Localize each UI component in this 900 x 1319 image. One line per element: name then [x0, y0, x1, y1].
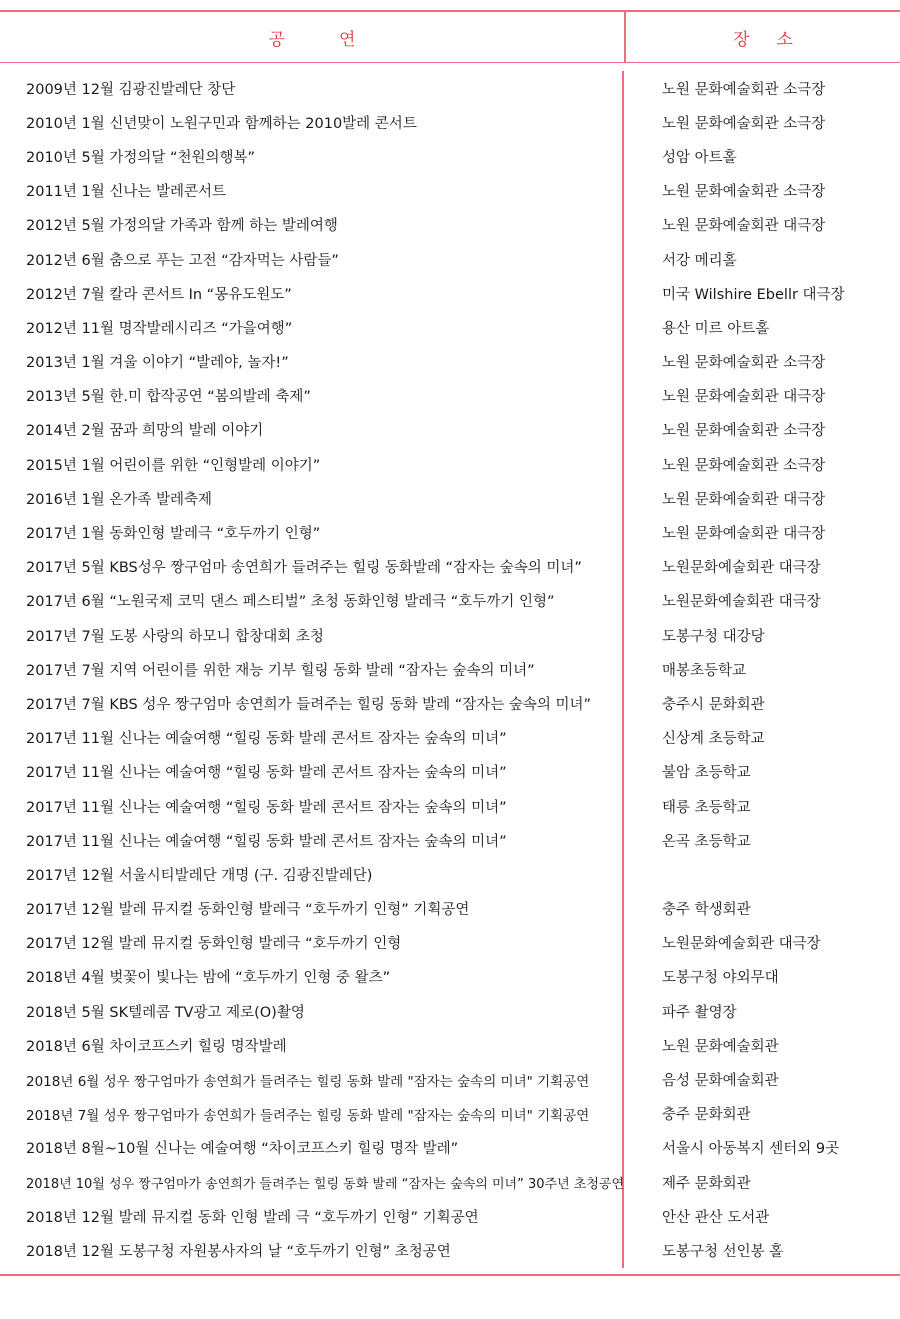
- performance-cell: 2018년 12월 도봉구청 자원봉사자의 날 “호두까기 인형” 초청공연: [26, 1243, 451, 1260]
- venue-cell: 충주시 문화회관: [662, 696, 765, 713]
- performance-cell: 2015년 1월 어린이를 위한 “인형발레 이야기”: [26, 457, 321, 474]
- venue-cell: 노원 문화예술회관 소극장: [662, 457, 826, 474]
- performance-cell: 2013년 5월 한.미 합작공연 “봄의발레 축제”: [26, 389, 311, 406]
- performance-cell: 2018년 10월 성우 짱구엄마가 송연희가 들려주는 힐링 동화 발레 “잠자는 숲속의 미녀” 30주년 초청공연: [26, 1176, 625, 1192]
- venue-cell: 노원 문화예술회관 대극장: [662, 491, 826, 508]
- performance-cell: 2017년 5월 KBS성우 짱구엄마 송연희가 들려주는 힐링 동화발레 “잠자는 숲속의 미녀”: [26, 560, 582, 577]
- performance-cell: 2018년 4월 벚꽃이 빛나는 밤에 “호두까기 인형 중 왈츠”: [26, 970, 391, 987]
- venue-cell: 도봉구청 야외무대: [662, 970, 779, 987]
- performance-cell: 2009년 12월 김광진발레단 창단: [26, 81, 236, 98]
- venue-cell: 노원 문화예술회관 소극장: [662, 81, 826, 98]
- performance-cell: 2017년 11월 신나는 예술여행 “힐링 동화 발레 콘서트 잠자는 숲속의 미녀”: [26, 833, 507, 850]
- performance-cell: 2018년 8월~10월 신나는 예술여행 “차이코프스키 힐링 명작 발레”: [26, 1141, 459, 1158]
- venue-cell: 노원 문화예술회관 대극장: [662, 526, 826, 543]
- performance-cell: 2018년 6월 차이코프스키 힐링 명작발레: [26, 1038, 287, 1055]
- header-venue-label: 장 소: [733, 29, 793, 50]
- performance-cell: 2014년 2월 꿈과 희망의 발레 이야기: [26, 423, 264, 440]
- venue-cell: 용산 미르 아트홀: [662, 320, 770, 337]
- performance-cell: 2012년 6월 춤으로 푸는 고전 “감자먹는 사람들”: [26, 252, 339, 269]
- venue-cell: 음성 문화예술회관: [662, 1073, 779, 1090]
- performance-column: [0, 71, 624, 1268]
- performance-cell: 2017년 11월 신나는 예술여행 “힐링 동화 발레 콘서트 잠자는 숲속의 미녀”: [26, 731, 507, 748]
- performance-cell: 2017년 12월 발레 뮤지컬 동화인형 발레극 “호두까기 인형” 기획공연: [26, 902, 470, 919]
- venue-cell: 신상계 초등학교: [662, 731, 765, 748]
- table-body: [0, 63, 900, 1274]
- performance-cell: 2012년 5월 가정의달 가족과 함께 하는 발레여행: [26, 218, 338, 235]
- venue-cell: 제주 문화회관: [662, 1175, 751, 1192]
- performance-cell: 2017년 11월 신나는 예술여행 “힐링 동화 발레 콘서트 잠자는 숲속의 미녀”: [26, 799, 507, 816]
- performance-cell: 2018년 7월 성우 짱구엄마가 송연희가 들려주는 힐링 동화 발레 "잠자는 숲속의 미녀" 기획공연: [26, 1107, 590, 1124]
- venue-cell: 충주 문화회관: [662, 1107, 751, 1124]
- performance-cell: 2018년 5월 SK텔레콤 TV광고 제로(O)촬영: [26, 1004, 305, 1021]
- venue-cell: 도봉구청 선인봉 홀: [662, 1243, 784, 1260]
- performance-cell: 2010년 5월 가정의달 “천원의행복”: [26, 149, 256, 166]
- venue-cell: 노원 문화예술회관 소극장: [662, 115, 826, 132]
- table-header: [0, 12, 900, 63]
- venue-cell: 노원 문화예술회관 대극장: [662, 218, 826, 235]
- venue-cell: 노원 문화예술회관 대극장: [662, 389, 826, 406]
- venue-cell: 도봉구청 대강당: [662, 628, 765, 645]
- performance-cell: 2013년 1월 겨울 이야기 “발레야, 놀자!”: [26, 355, 289, 372]
- venue-cell: [624, 857, 900, 891]
- venue-cell: 온곡 초등학교: [662, 833, 751, 850]
- performance-cell: 2012년 11월 명작발레시리즈 “가을여행”: [26, 320, 293, 337]
- venue-cell: 노원문화예술회관 대극장: [662, 936, 821, 953]
- venue-cell: 불암 초등학교: [662, 765, 751, 782]
- header-performance: [0, 12, 626, 62]
- header-venue: [626, 12, 900, 62]
- performance-cell: 2017년 7월 도봉 사랑의 하모니 합창대회 초청: [26, 628, 324, 645]
- venue-cell: 충주 학생회관: [662, 902, 751, 919]
- performance-cell: 2016년 1월 온가족 발레축제: [26, 491, 213, 508]
- venue-cell: 노원 문화예술회관: [662, 1038, 779, 1055]
- venue-cell: 태릉 초등학교: [662, 799, 751, 816]
- performance-cell: 2017년 12월 서울시티발레단 개명 (구. 김광진발레단): [26, 867, 373, 884]
- performance-cell: 2017년 11월 신나는 예술여행 “힐링 동화 발레 콘서트 잠자는 숲속의 미녀”: [26, 765, 507, 782]
- venue-cell: 노원문화예술회관 대극장: [662, 594, 821, 611]
- venue-cell: 노원 문화예술회관 소극장: [662, 184, 826, 201]
- venue-cell: 노원 문화예술회관 소극장: [662, 355, 826, 372]
- performance-cell: 2017년 7월 KBS 성우 짱구엄마 송연희가 들려주는 힐링 동화 발레 “잠자는 숲속의 미녀”: [26, 696, 592, 713]
- venue-cell: 미국 Wilshire Ebellr 대극장: [662, 286, 845, 303]
- performance-cell: 2017년 12월 발레 뮤지컬 동화인형 발레극 “호두까기 인형: [26, 936, 402, 953]
- venue-cell: 노원 문화예술회관 소극장: [662, 423, 826, 440]
- venue-cell: 노원문화예술회관 대극장: [662, 560, 821, 577]
- performance-cell: 2018년 6월 성우 짱구엄마가 송연희가 들려주는 힐링 동화 발레 "잠자는 숲속의 미녀" 기획공연: [26, 1073, 590, 1090]
- venue-cell: 서강 메리홀: [662, 252, 737, 269]
- performance-cell: 2017년 6월 “노원국제 코믹 댄스 페스티벌” 초청 동화인형 발레극 “호두까기 인형”: [26, 594, 555, 611]
- venue-cell: 서울시 아동복지 센터외 9곳: [662, 1141, 840, 1158]
- performance-history-table: [0, 10, 900, 1276]
- venue-cell: 성암 아트홀: [662, 149, 737, 166]
- header-performance-label: 공 연: [268, 29, 356, 50]
- performance-cell: 2017년 7월 지역 어린이를 위한 재능 기부 힐링 동화 발레 “잠자는 숲속의 미녀”: [26, 662, 535, 679]
- performance-cell: 2018년 12월 발레 뮤지컬 동화 인형 발레 극 “호두까기 인형” 기획공연: [26, 1209, 479, 1226]
- venue-cell: 파주 촬영장: [662, 1004, 737, 1021]
- venue-cell: 매봉초등학교: [662, 662, 747, 679]
- venue-cell: 안산 관산 도서관: [662, 1209, 770, 1226]
- performance-cell: 2010년 1월 신년맞이 노원구민과 함께하는 2010발레 콘서트: [26, 115, 417, 132]
- venue-column: [624, 71, 900, 1268]
- performance-cell: 2012년 7월 칼라 콘서트 In “몽유도원도”: [26, 286, 292, 303]
- performance-cell: 2017년 1월 동화인형 발레극 “호두까기 인형”: [26, 526, 321, 543]
- performance-cell: 2011년 1월 신나는 발레콘서트: [26, 184, 227, 201]
